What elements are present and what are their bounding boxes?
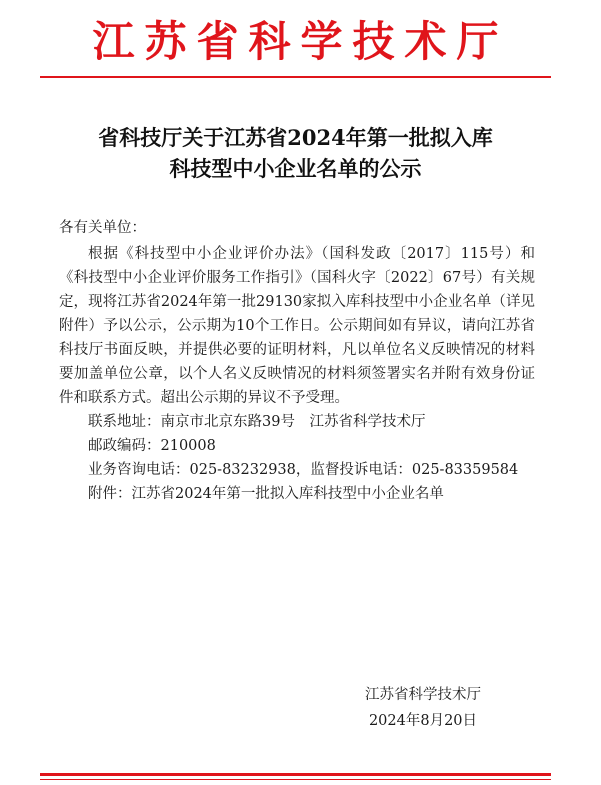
document-title bbox=[40, 122, 551, 184]
signature-org: 江苏省科学技术厅 bbox=[365, 687, 481, 703]
salutation: 各有关单位： bbox=[59, 220, 146, 236]
footer-divider-thin bbox=[40, 779, 551, 780]
masthead-title: 江苏省科学技术厅 bbox=[92, 17, 509, 66]
attachment-link[interactable]: 附件：江苏省2024年第一批拟入库科技型中小企业名单 bbox=[88, 486, 444, 502]
contact-phones: 业务咨询电话：025-83232938，监督投诉电话：025-83359584 bbox=[88, 462, 519, 478]
document-title-line-1: 省科技厅关于江苏省2024年第一批拟入库 bbox=[98, 125, 493, 150]
contact-address: 联系地址：南京市北京东路39号 江苏省科学技术厅 bbox=[88, 414, 426, 430]
postal-code: 邮政编码：210008 bbox=[88, 438, 216, 454]
masthead-divider bbox=[40, 76, 551, 78]
document-body bbox=[59, 216, 535, 506]
signature-block bbox=[365, 682, 481, 734]
body-paragraph: 根据《科技型中小企业评价办法》（国科发政〔2017〕115号）和《科技型中小企业评价服务工作指引》（国科火字〔2022〕67号）有关规定，现将江苏省2024年第一批29130家拟入库科技型中小企业名单（详见附件）予以公示，公示期为10个工作日。公示期间如有异议，请向江苏省科技厅书面反映，并提供必要的证明材料，凡以单位名义反映情况的材料要加盖单位公章，以个人名义反映情况的材料须签署实名并附有效身份证件和联系方式。超出公示期的异议不予受理。 bbox=[59, 246, 535, 406]
document-title-line-2: 科技型中小企业名单的公示 bbox=[169, 156, 422, 181]
signature-date: 2024年8月20日 bbox=[368, 713, 478, 729]
footer-divider-thick bbox=[40, 773, 551, 776]
